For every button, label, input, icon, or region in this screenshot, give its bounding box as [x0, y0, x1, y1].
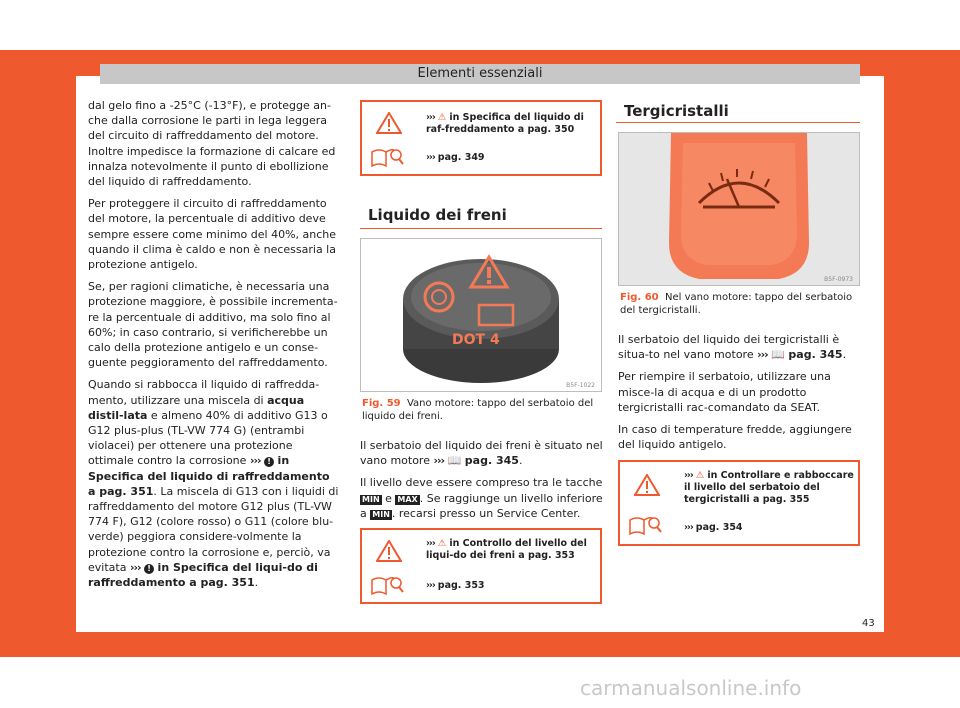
- brakes-text: [360, 438, 604, 528]
- page-number: 43: [862, 618, 875, 629]
- brake-cap-illustration: [361, 239, 601, 391]
- text: recarsi presso un Service Center.: [395, 506, 581, 520]
- book-search-icon: [370, 146, 404, 168]
- arrow-icon: ›››: [433, 454, 445, 468]
- book-icon: 📖: [771, 348, 785, 362]
- bold-text: acqua distil-lata: [88, 393, 305, 422]
- cross-reference-link[interactable]: in Controllare e rabboccare il livello del serbatoio del tergicristalli a pag. 355: [684, 470, 854, 505]
- text: Il serbatoio del liquido dei freni è situato nel vano motore: [360, 439, 603, 468]
- text: .: [518, 454, 523, 468]
- cross-reference-link[interactable]: in Specifica del liquido di raf-freddamento a pag. 350: [426, 112, 584, 135]
- cross-reference-link[interactable]: in Controllo del livello del liqui-do dei freni a pag. 353: [426, 538, 587, 561]
- paragraph: Se, per ragioni climatiche, è necessaria una protezione maggiore, è possibile incrementa-re la percentuale di additivo, ma solo fino al 60%; in caso contrario, si verificherebbe un calo della protezione antigelo e un conse-guente peggioramento del raffreddamento.: [88, 280, 338, 370]
- watermark: carmanualsonline.info: [580, 676, 802, 700]
- figure-code: B5F-1022: [566, 382, 595, 389]
- warning-text: [684, 470, 854, 506]
- text: . Se raggiunge un livello inferiore a: [360, 491, 603, 520]
- cross-reference-link[interactable]: in Specifica del liquido di raffreddamento a pag. 351: [88, 454, 330, 498]
- paragraph: Per proteggere il circuito di raffreddamento del motore, la percentuale di additivo deve sempre essere come minimo del 40%, anche quando il clima è caldo e non è necessaria la protezione antigelo.: [88, 197, 337, 272]
- cross-reference-link[interactable]: in Specifica del liqui-do di raffreddamento a pag. 351: [88, 560, 318, 590]
- warning-text: [426, 112, 596, 136]
- paragraph: Il livello deve essere compreso tra le tacche MIN e MAX . Se raggiunge un livello inferiore a MIN . recarsi presso un Service Center.: [360, 476, 603, 520]
- figure-number: Fig. 59: [362, 398, 401, 409]
- warning-mini-icon: ⚠: [437, 112, 447, 123]
- section-divider: [616, 122, 860, 123]
- border-left: [0, 50, 76, 657]
- wiper-fluid-figure: [618, 132, 860, 286]
- header-title: Elementi essenziali: [417, 66, 543, 81]
- book-search-icon: [628, 514, 662, 536]
- text: .: [254, 576, 259, 590]
- wipers-text: [618, 332, 862, 459]
- border-bottom: [0, 632, 960, 657]
- note-text: [684, 522, 854, 534]
- border-right: [884, 50, 960, 657]
- text: .: [842, 348, 847, 362]
- warning-triangle-icon: [376, 112, 402, 134]
- figure-caption: [362, 398, 602, 423]
- text: Il serbatoio del liquido dei tergicristalli è situa-to nel vano motore: [618, 333, 840, 362]
- arrow-icon: ›››: [249, 454, 261, 468]
- warning-mini-icon: ⚠: [695, 470, 705, 481]
- warning-mini-icon: ⚠: [437, 538, 447, 549]
- book-search-icon: [370, 574, 404, 596]
- note-text: [426, 580, 596, 592]
- figure-code: B5F-0973: [824, 276, 853, 283]
- arrow-icon: ›››: [684, 522, 693, 533]
- cross-reference-link[interactable]: pag. 345: [788, 348, 843, 362]
- cross-reference-link[interactable]: pag. 354: [695, 522, 743, 533]
- section-title: Liquido dei freni: [368, 206, 507, 224]
- text: e almeno 40% di additivo G13 o G12 plus-plus (TL-VW 774 G) (entrambi violacei) per ottenere una protezione ottimale contro la corrosione: [88, 408, 328, 468]
- warning-box: [618, 460, 860, 546]
- cross-reference-link[interactable]: pag. 345: [464, 454, 519, 468]
- brake-fluid-figure: [360, 238, 602, 392]
- paragraph: [360, 438, 604, 468]
- info-icon: !: [264, 457, 274, 467]
- arrow-icon: ›››: [426, 152, 435, 163]
- figure-caption: [620, 292, 860, 317]
- text: Il livello deve essere compreso tra le tacche: [360, 476, 603, 490]
- warning-box: [360, 528, 602, 604]
- text: Quando si rabbocca il liquido di raffredda-mento, utilizzare una miscela di: [88, 378, 320, 407]
- min-mark: MIN: [362, 494, 380, 504]
- paragraph: In caso di temperature fredde, aggiungere del liquido antigelo.: [618, 423, 852, 452]
- text: . La miscela di G13 con i liquidi di raffreddamento del motore G12 plus (TL-VW 774 F), G12 (colore rosso) o G11 (colore blu-verde) peggiora considere-volmente la protezione contro la corrosione e, perciò, va evitata: [88, 484, 339, 574]
- dot4-label: DOT 4: [452, 332, 500, 348]
- book-icon: 📖: [447, 454, 462, 468]
- note-text: [426, 152, 596, 164]
- paragraph: [618, 332, 862, 362]
- paragraph: dal gelo fino a -25°C (-13°F), e protegge an-che dalla corrosione le parti in lega leggera del circuito di raffreddamento del motore. Inoltre impedisce la formazione di calcare ed innalza notevolmente il punto di ebollizione del liquido di raffreddamento.: [88, 99, 336, 189]
- wiper-cap-illustration: [619, 133, 859, 285]
- arrow-icon: ›››: [684, 470, 693, 481]
- arrow-icon: ›››: [129, 560, 141, 574]
- cross-reference-link[interactable]: pag. 353: [437, 580, 485, 591]
- arrow-icon: ›››: [426, 580, 435, 591]
- paragraph: Per riempire il serbatoio, utilizzare una misce-la di acqua e di un prodotto tergicristalli rac-comandato da SEAT.: [618, 370, 831, 414]
- arrow-icon: ›››: [757, 348, 768, 362]
- paragraph: [88, 377, 340, 590]
- caption-text: Vano motore: tappo del serbatoio del liquido dei freni.: [362, 398, 594, 422]
- section-title: Tergicristalli: [624, 102, 729, 120]
- warning-triangle-icon: [376, 540, 402, 562]
- cross-reference-link[interactable]: pag. 349: [437, 152, 485, 163]
- arrow-icon: ›››: [426, 112, 435, 123]
- column-left: [88, 98, 340, 597]
- section-divider: [360, 228, 602, 229]
- max-mark: MAX: [397, 494, 418, 504]
- info-icon: !: [144, 564, 154, 574]
- arrow-icon: ›››: [426, 538, 435, 549]
- warning-triangle-icon: [634, 474, 660, 496]
- text: e: [381, 491, 396, 505]
- min-mark: MIN: [372, 509, 390, 519]
- caption-text: Nel vano motore: tappo del serbatoio del tergicristalli.: [620, 292, 853, 316]
- figure-number: Fig. 60: [620, 292, 659, 303]
- warning-text: [426, 538, 596, 562]
- warning-box: [360, 100, 602, 176]
